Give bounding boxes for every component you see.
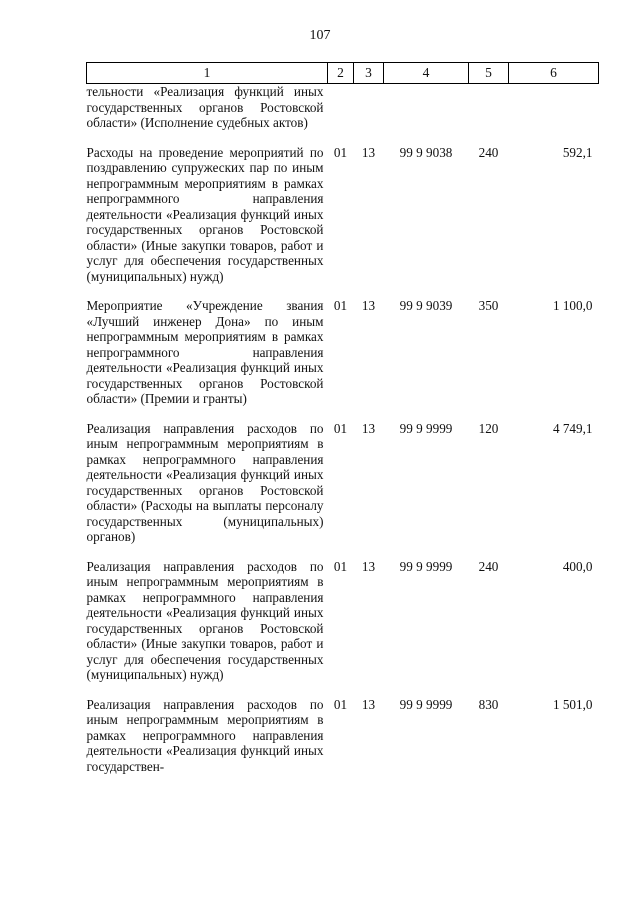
table-row [87,131,599,285]
row-target-article: 99 9 9999 [399,558,453,574]
row-description: Реализация направления расходов по иным непрограммным мероприятиям в рамках непрограммного направления деятельности «Реализация функций иных государственных органов Ростовской области» (Иные закупки товаров, работ и услуг для обеспечения государственных (муниципальных) нужд) [86,558,324,682]
row-expense-type [469,84,509,131]
row-section: 01 [333,558,348,574]
row-description: Реализация направления расходов по иным непрограммным мероприятиям в рамках непрограммного направления деятельности «Реализация функций иных государствен- [86,696,324,774]
row-section [328,84,354,131]
table-header-row [87,63,599,84]
header-col-1: 1 [87,63,328,84]
table-row [87,84,599,131]
row-description: Расходы на проведение мероприятий по поздравлению супружеских пар по иным непрограммным мероприятиям в рамках непрограммного направления деятельности «Реализация функций иных государственных органов Ростовской области» (Иные закупки товаров, работ и услуг для обеспечения государственных (муниципальных) нужд) [86,144,324,284]
row-expense-type: 240 [478,144,499,160]
table-row [87,683,599,775]
row-amount: 400,0 [562,558,593,574]
row-target-article: 99 9 9999 [399,420,453,436]
row-section: 01 [333,144,348,160]
row-amount: 592,1 [562,144,593,160]
header-col-2: 2 [328,63,354,84]
row-target-article [384,84,469,131]
row-amount [509,84,599,131]
row-description: тельности «Реализация функций иных государственных органов Ростовской области» (Исполнение судебных актов) [86,84,324,130]
row-expense-type: 240 [478,558,499,574]
page-number: 107 [309,28,331,43]
header-col-3: 3 [354,63,384,84]
row-section: 01 [333,696,348,712]
budget-table [86,62,599,774]
row-amount: 4 749,1 [552,420,593,436]
table-row [87,545,599,683]
table-row [87,407,599,545]
header-col-5: 5 [469,63,509,84]
row-subsection: 13 [361,696,376,712]
row-subsection: 13 [361,558,376,574]
row-description: Мероприятие «Учреждение звания «Лучший инженер Дона» по иным непрограммным мероприятиям в рамках непрограммного направления деятельности «Реализация функций иных государственных органов Ростовской области» (Премии и гранты) [86,298,324,406]
row-subsection [354,84,384,131]
row-amount: 1 501,0 [552,696,593,712]
row-target-article: 99 9 9999 [399,696,453,712]
row-expense-type: 120 [478,420,499,436]
header-col-6: 6 [509,63,599,84]
row-amount: 1 100,0 [552,298,593,313]
row-subsection: 13 [361,144,376,160]
row-description: Реализация направления расходов по иным непрограммным мероприятиям в рамках непрограммного направления деятельности «Реализация функций иных государственных органов Ростовской области» (Расходы на выплаты персоналу государственных (муниципальных) органов) [86,420,324,544]
row-subsection: 13 [361,298,376,313]
row-expense-type: 350 [478,298,499,313]
row-section: 01 [333,298,348,313]
row-subsection: 13 [361,420,376,436]
table-row [87,284,599,407]
row-expense-type: 830 [478,696,499,712]
header-col-4: 4 [384,63,469,84]
row-target-article: 99 9 9038 [399,144,453,160]
row-target-article: 99 9 9039 [399,298,453,313]
row-section: 01 [333,420,348,436]
